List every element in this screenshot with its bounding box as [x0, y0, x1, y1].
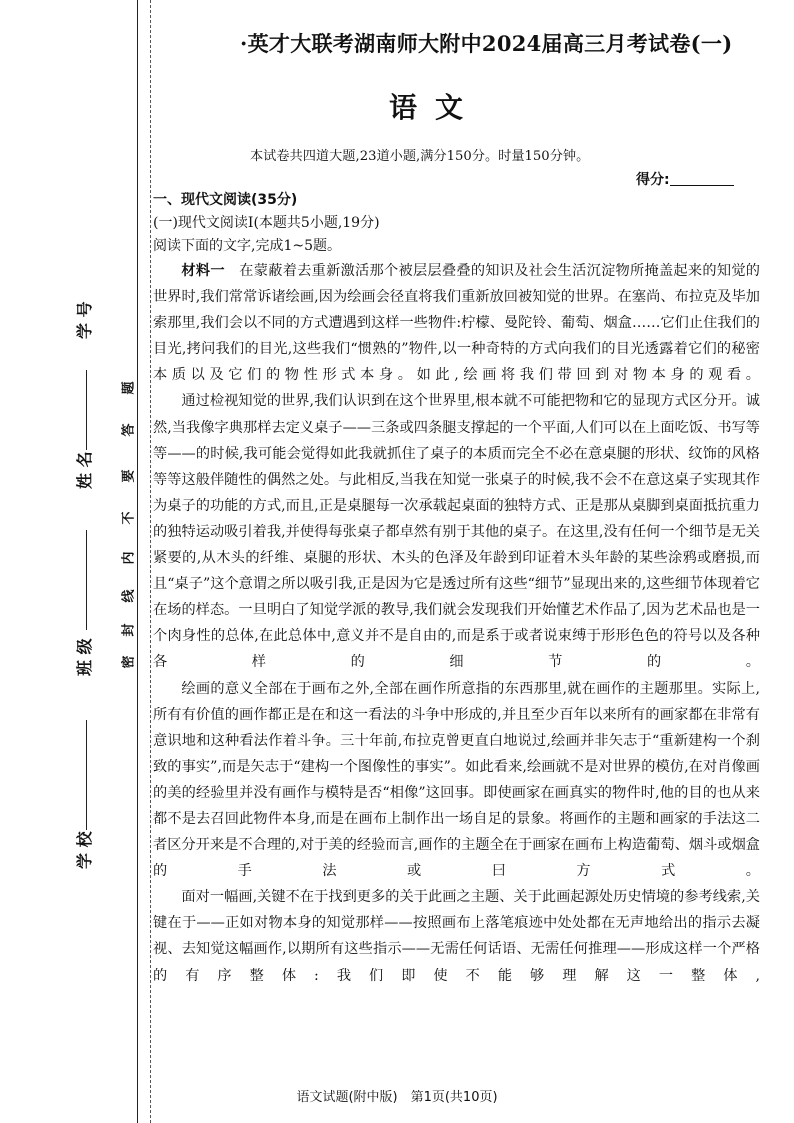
class-field[interactable] — [72, 638, 98, 676]
class-blank[interactable] — [86, 530, 87, 630]
material-label: 材料一 — [181, 263, 225, 279]
exam-instructions: 本试卷共四道大题,23道小题,满分150分。时量150分钟。 — [250, 149, 590, 164]
paragraph — [153, 388, 760, 675]
page-footer: 语文试题(附中版) 第1页(共10页) — [296, 1090, 498, 1105]
paragraph-text: 面对一幅画,关键不在于找到更多的关于此画之主题、关于此画起源处历史情境的参考线索,关键在于——正如对物本身的知觉那样——按照画布上落笔痕迹中处处都在无声地给出的指示去凝视、去知觉这幅画作,以期所有这些指示——无需任何话语、无需任何推理——形成这样一个严格的有序整体:我们即使不能够理解这一整体, — [153, 889, 760, 984]
paragraph — [153, 258, 760, 388]
section-subheading: (一)现代文阅读Ⅰ(本题共5小题,19分) — [153, 215, 380, 231]
class-label: 班 级 — [75, 638, 94, 676]
score-box — [636, 169, 734, 189]
school-field[interactable] — [72, 831, 98, 869]
subject-title: 语文 — [388, 91, 481, 124]
student-id-field[interactable] — [72, 301, 98, 339]
section-direction: 阅读下面的文字,完成1~5题。 — [153, 238, 341, 254]
name-field[interactable] — [72, 451, 98, 489]
student-id-label: 学 号 — [75, 301, 94, 339]
name-label: 姓 名 — [75, 451, 94, 489]
school-label: 学 校 — [75, 831, 94, 869]
seal-char: 答 — [121, 423, 137, 437]
section-heading: 一、现代文阅读(35分) — [153, 192, 298, 208]
paragraph-text: 绘画的意义全部在于画布之外,全部在画作所意指的东西那里,就在画作的主题那里。实际上,所有有价值的画作都正是在和这一看法的斗争中形成的,并且至少百年以来所有的画家都在非常有意识地和这种看法作着斗争。三十年前,布拉克曾更直白地说过,绘画并非矢志于“重新建构一个刹致的事实”,而是矢志于“建构一个图像性的事实”。如此看来,绘画就不是对世界的模仿,在对肖像画的美的经验里并没有画作与模特是否“相像”这回事。即使画家在画真实的物件时,他的目的也从来都不是去召回此物件本身,而是在画布上制作出一场自足的景象。将画作的主题和画家的手法这二者区分开来是不合理的,对于美的经验而言,画作的主题全在于画家在画布上构造葡萄、烟斗或烟盒的手法或曰方式。 — [153, 680, 760, 880]
name-blank[interactable] — [86, 370, 87, 450]
seal-char: 题 — [121, 381, 137, 395]
seal-char: 线 — [121, 589, 137, 603]
exam-title: ·英才大联考湖南师大附中2024届高三月考试卷(一) — [240, 31, 733, 56]
paragraph-text: 在蒙蔽着去重新激活那个被层层叠叠的知识及社会生活沉淀物所掩盖起来的知觉的世界时,我们常常诉诸绘画,因为绘画会径直将我们重新放回被知觉的世界。在塞尚、布拉克及毕加索那里,我们会以不同的方式遭遇到这样一些物件:柠檬、曼陀铃、葡萄、烟盒……它们止住我们的目光,拷问我们的目光,这些我们“惯熟的”物件,以一种奇特的方式向我们的目光透露着它们的秘密本质以及它们的物性形式本身。如此,绘画将我们带回到对物本身的观看。 — [153, 263, 760, 384]
score-label: 得分: — [636, 172, 670, 188]
seal-char: 要 — [121, 469, 137, 483]
school-blank[interactable] — [86, 720, 87, 830]
score-blank[interactable] — [670, 185, 734, 186]
paragraph — [153, 884, 760, 988]
seal-char: 内 — [121, 551, 137, 565]
paragraph — [153, 676, 760, 885]
seal-char: 不 — [121, 511, 137, 525]
binding-margin — [0, 0, 150, 1123]
seal-cut-line — [150, 0, 151, 1123]
paragraph-text: 通过检视知觉的世界,我们认识到在这个世界里,根本就不可能把物和它的显现方式区分开。诚然,当我像字典那样去定义桌子——三条或四条腿支撑起的一个平面,人们可以在上面吃饭、书写等等——的时候,我可能会觉得如此我就抓住了桌子的本质而完全不必在意桌腿的形状、纹饰的风格等等这般伴随性的偶然之处。与此相反,当我在知觉一张桌子的时候,我不会不在意这桌子实现其作为桌子的功能的方式,而且,正是桌腿每一次承载起桌面的独特方式、正是那从桌脚到桌面抵抗重力的独特运动吸引着我,并使得每张桌子都卓然有别于其他的桌子。在这里,没有任何一个细节是无关紧要的,从木头的纤维、桌腿的形状、木头的色泽及年龄到印证着木头年龄的某些涂鸦或磨损,而且“桌子”这个意谓之所以吸引我,正是因为它是透过所有这些“细节”显现出来的,这些细节体现着它在场的样态。一旦明白了知觉学派的教导,我们就会发现我们开始懂艺术作品了,因为艺术品也是一个肉身性的总体,在此总体中,意义并不是自由的,而是系于或者说束缚于形形色色的符号以及各种各样的细节的。 — [153, 393, 760, 671]
seal-char: 封 — [121, 623, 137, 637]
reading-content — [153, 189, 760, 989]
seal-char: 密 — [121, 655, 137, 669]
